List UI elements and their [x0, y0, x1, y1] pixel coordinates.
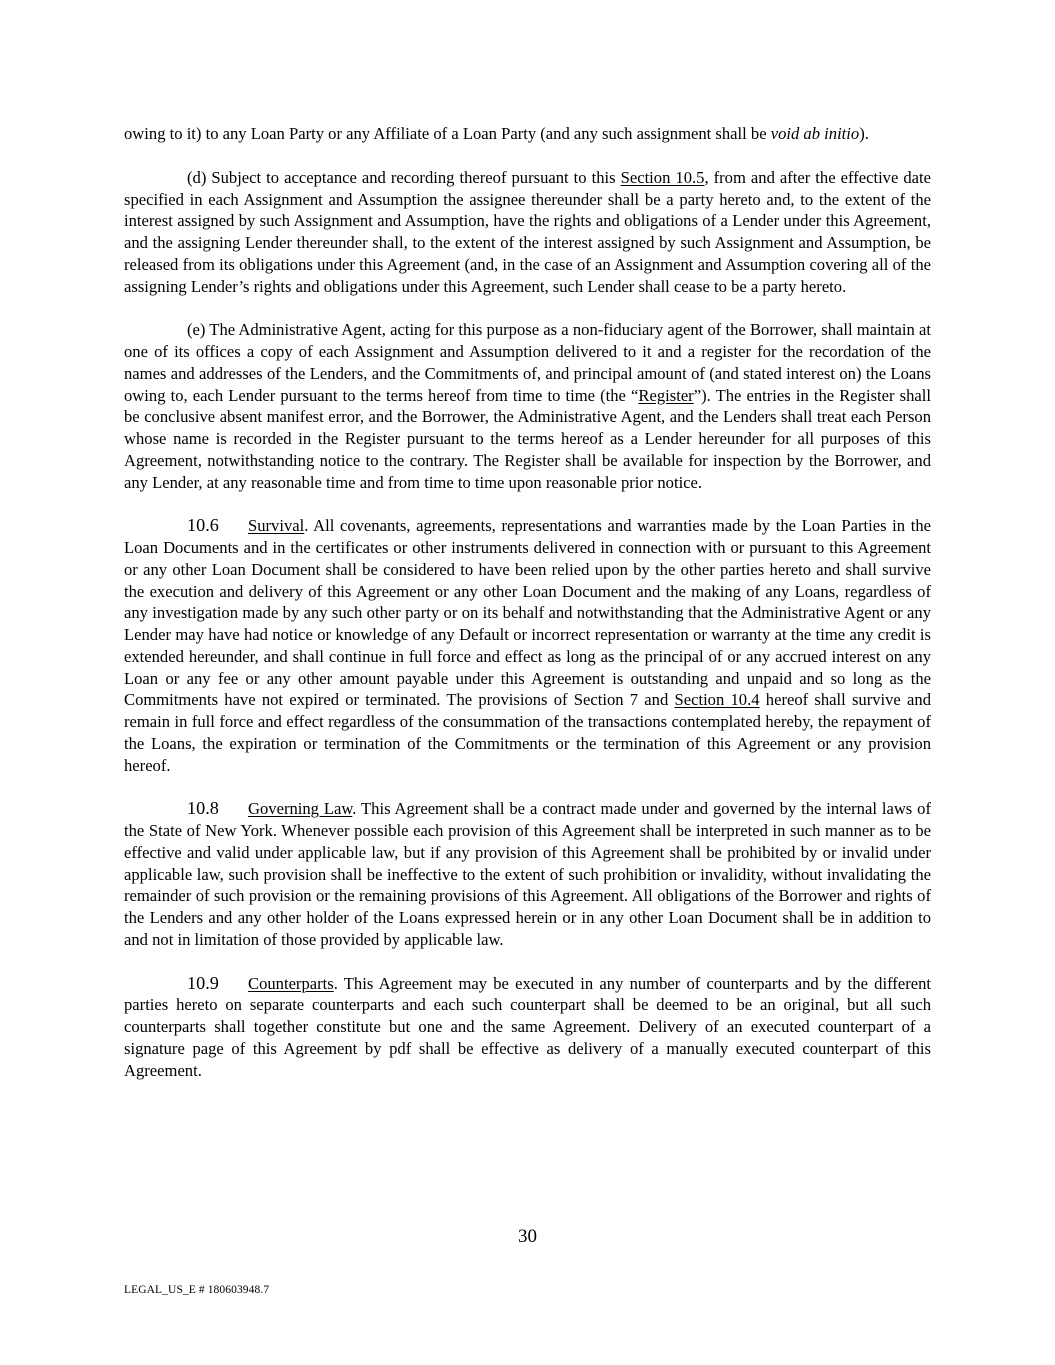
section-10-9 — [124, 973, 931, 1082]
section-heading: Survival — [248, 516, 305, 536]
paragraph-continuation — [124, 123, 931, 145]
paragraph-text: . This Agreement shall be a contract made under and governed by the internal laws of the State of New York. Whenever possible each provision of this Agreement shall be interpreted in such manner as to be effective and valid under applicable law, but if any provision of this Agreement shall be prohibited by or invalid under applicable law, such provision shall be ineffective to the extent of such prohibition or invalidity, without invalidating the remainder of such provision or the remaining provisions of this Agreement. All obligations of the Borrower and rights of the Lenders and any other holder of the Loans expressed herein or in any other Loan Document shall be in addition to and not in limitation of those provided by applicable law. — [124, 799, 931, 949]
section-heading: Governing Law — [248, 799, 353, 819]
paragraph-text: . This Agreement may be executed in any number of counterparts and by the different parties hereto on separate counterparts and each such counterpart shall be deemed to be an original, but all such counterparts shall together constitute but one and the same Agreement. Delivery of an executed counterpart of a signature page of this Agreement by pdf shall be effective as delivery of a manually executed counterpart of this Agreement. — [124, 973, 931, 1080]
paragraph-text: owing to it) to any Loan Party or any Affiliate of a Loan Party (and any such assignment shall be — [124, 124, 771, 143]
page-number: 30 — [518, 1226, 537, 1247]
paragraph-text: hereof shall survive and remain in full force and effect regardless of the consummation of the transactions contemplated hereby, the repayment of the Loans, the expiration or termination of the Commitments or the termination of this Agreement or any provision hereof. — [124, 690, 931, 775]
section-number: 10.9 — [187, 972, 219, 993]
section-reference: Section 10.5 — [620, 167, 705, 187]
section-reference: Section 10.4 — [674, 690, 760, 710]
paragraph-text: ”). The entries in the Register shall be conclusive absent manifest error, and the Borrower, the Administrative Agent, and the Lenders shall treat each Person whose name is recorded in the Register pursuant to the terms hereof as a Lender hereunder for all purposes of this Agreement, notwithstanding notice to the contrary. The Register shall be available for inspection by the Borrower, and any Lender, at any reasonable time and from time to time upon reasonable prior notice. — [124, 385, 931, 492]
section-number: 10.6 — [187, 515, 219, 536]
document-id-footer: LEGAL_US_E # 180603948.7 — [124, 1284, 270, 1296]
section-number: 10.8 — [187, 798, 219, 819]
paragraph-text: (d) Subject to acceptance and recording thereof pursuant to this — [187, 167, 621, 187]
defined-term: Register — [638, 385, 694, 405]
paragraph-text: , from and after the effective date specified in each Assignment and Assumption the assignee thereunder shall be a party hereto and, to the extent of the interest assigned by such Assignment and Assumption, have the rights and obligations of a Lender under this Agreement, and the assigning Lender thereunder shall, to the extent of the interest assigned by such Assignment and Assumption, be released from its obligations under this Agreement (and, in the case of an Assignment and Assumption covering all of the assigning Lender’s rights and obligations under this Agreement, such Lender shall cease to be a party hereto. — [124, 167, 931, 296]
paragraph-text: . All covenants, agreements, representations and warranties made by the Loan Parties in the Loan Documents and in the certificates or other instruments delivered in connection with or pursuant to this Agreement or any other Loan Document shall be considered to have been relied upon by the other parties hereto and shall survive the execution and delivery of this Agreement or any other Loan Document and the making of any Loans, regardless of any investigation made by any such other party or on its behalf and notwithstanding that the Administrative Agent or any Lender may have had notice or knowledge of any Default or incorrect representation or warranty at the time any credit is extended hereunder, and shall continue in full force and effect as long as the principal of or any accrued interest on any Loan or any fee or any other amount payable under this Agreement is outstanding and unpaid and so long as the Commitments have not expired or terminated. The provisions of Section 7 and — [124, 516, 931, 710]
paragraph-text: ). — [859, 124, 869, 143]
section-heading: Counterparts — [248, 973, 334, 993]
paragraph-d — [124, 167, 931, 298]
paragraph-text: (e) The Administrative Agent, acting for this purpose as a non-fiduciary agent of the Borrower, shall maintain at one of its offices a copy of each Assignment and Assumption delivered to it and a register for the recordation of the names and addresses of the Lenders, and the Commitments of, and principal amount of (and stated interest on) the Loans owing to, each Lender pursuant to the terms hereof from time to time (the “ — [124, 320, 931, 405]
paragraph-e — [124, 319, 931, 493]
section-10-8 — [124, 798, 931, 950]
section-10-6 — [124, 515, 931, 776]
italic-term: void ab initio — [770, 124, 860, 143]
document-body — [124, 123, 931, 1103]
